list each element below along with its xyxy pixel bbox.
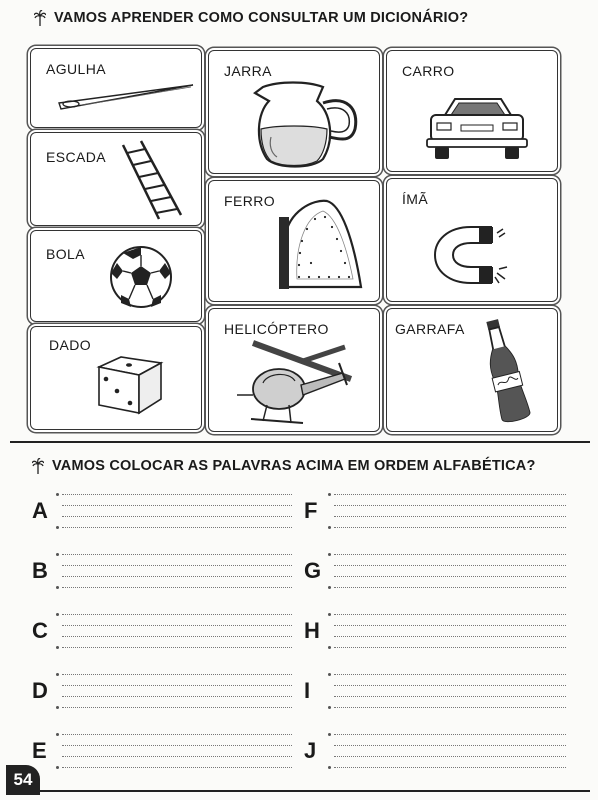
line-marker — [56, 706, 59, 709]
line-marker — [56, 613, 59, 616]
writing-line[interactable] — [334, 505, 566, 506]
card-jarra — [208, 50, 380, 174]
writing-line[interactable] — [334, 745, 566, 746]
letter-e: E — [32, 738, 47, 763]
line-marker — [328, 673, 331, 676]
letter-i: I — [304, 678, 311, 703]
writing-line[interactable] — [62, 734, 292, 735]
writing-line[interactable] — [62, 576, 292, 577]
letter-h: H — [304, 618, 320, 643]
writing-line[interactable] — [334, 734, 566, 735]
line-marker — [56, 553, 59, 556]
writing-line[interactable] — [62, 625, 292, 626]
iron-icon — [275, 197, 367, 293]
word-bola: BOLA — [46, 246, 85, 262]
writing-line[interactable] — [62, 696, 292, 697]
line-marker — [56, 493, 59, 496]
writing-line[interactable] — [62, 614, 292, 615]
helicopter-icon — [233, 339, 365, 431]
bottle-icon — [479, 317, 531, 427]
writing-line[interactable] — [334, 636, 566, 637]
line-marker — [328, 706, 331, 709]
bottom-line — [40, 790, 590, 792]
magnet-icon — [433, 219, 529, 289]
letter-c: C — [32, 618, 48, 643]
line-marker — [328, 586, 331, 589]
writing-line[interactable] — [62, 647, 292, 648]
card-bola — [30, 230, 202, 322]
writing-line[interactable] — [334, 696, 566, 697]
writing-line[interactable] — [62, 587, 292, 588]
line-marker — [328, 493, 331, 496]
writing-line[interactable] — [334, 647, 566, 648]
car-icon — [425, 91, 529, 163]
writing-line[interactable] — [62, 674, 292, 675]
word-jarra: JARRA — [224, 63, 272, 79]
card-ima — [386, 178, 558, 302]
writing-line[interactable] — [334, 587, 566, 588]
letter-g: G — [304, 558, 322, 583]
writing-line[interactable] — [334, 674, 566, 675]
writing-line[interactable] — [62, 756, 292, 757]
writing-line[interactable] — [62, 516, 292, 517]
writing-line[interactable] — [334, 685, 566, 686]
writing-line[interactable] — [334, 756, 566, 757]
word-ferro: FERRO — [224, 193, 275, 209]
needle-icon — [51, 81, 196, 113]
writing-line[interactable] — [62, 565, 292, 566]
writing-line[interactable] — [62, 685, 292, 686]
pitcher-icon — [251, 79, 361, 171]
section-divider — [10, 441, 590, 443]
card-carro — [386, 50, 558, 172]
letter-d: D — [32, 678, 48, 703]
writing-line[interactable] — [62, 505, 292, 506]
letter-f: F — [304, 498, 318, 523]
letter-j: J — [304, 738, 317, 763]
card-agulha — [30, 48, 202, 128]
writing-line[interactable] — [334, 576, 566, 577]
palm-icon — [32, 458, 44, 474]
letter-b: B — [32, 558, 48, 583]
section-2-heading — [32, 458, 536, 474]
line-marker — [56, 733, 59, 736]
writing-line[interactable] — [334, 516, 566, 517]
writing-line[interactable] — [334, 565, 566, 566]
writing-line[interactable] — [334, 494, 566, 495]
word-carro: CARRO — [402, 63, 455, 79]
writing-line[interactable] — [62, 767, 292, 768]
word-helicoptero: HELICÓPTERO — [224, 321, 329, 337]
soccer-ball-icon — [109, 245, 173, 309]
line-marker — [56, 646, 59, 649]
writing-line[interactable] — [334, 707, 566, 708]
section-2-title: VAMOS COLOCAR AS PALAVRAS ACIMA EM ORDEM ALFABÉTICA? — [52, 458, 536, 474]
word-dado: DADO — [49, 337, 92, 353]
line-marker — [328, 613, 331, 616]
line-marker — [56, 586, 59, 589]
word-agulha: AGULHA — [46, 61, 106, 77]
writing-line[interactable] — [334, 625, 566, 626]
card-ferro — [208, 180, 380, 302]
card-escada — [30, 132, 202, 226]
card-garrafa — [386, 308, 558, 432]
letter-a: A — [32, 498, 48, 523]
section-1-title: VAMOS APRENDER COMO CONSULTAR UM DICIONÁRIO? — [54, 10, 469, 26]
line-marker — [328, 766, 331, 769]
writing-line[interactable] — [62, 527, 292, 528]
line-marker — [56, 673, 59, 676]
word-escada: ESCADA — [46, 149, 106, 165]
writing-line[interactable] — [334, 554, 566, 555]
writing-line[interactable] — [62, 554, 292, 555]
writing-line[interactable] — [334, 527, 566, 528]
palm-icon — [34, 10, 46, 26]
page-number: 54 — [6, 765, 40, 795]
ladder-icon — [119, 139, 191, 223]
card-helicoptero — [208, 308, 380, 432]
writing-line[interactable] — [62, 745, 292, 746]
line-marker — [328, 646, 331, 649]
section-1-heading — [34, 10, 468, 26]
line-marker — [328, 526, 331, 529]
line-marker — [56, 526, 59, 529]
line-marker — [328, 553, 331, 556]
writing-line[interactable] — [62, 494, 292, 495]
word-ima: ÍMÃ — [402, 191, 429, 207]
writing-line[interactable] — [62, 707, 292, 708]
card-dado — [30, 326, 202, 430]
line-marker — [56, 766, 59, 769]
dice-icon — [93, 351, 165, 417]
word-garrafa: GARRAFA — [395, 321, 465, 337]
writing-line[interactable] — [62, 636, 292, 637]
line-marker — [328, 733, 331, 736]
writing-line[interactable] — [334, 614, 566, 615]
writing-line[interactable] — [334, 767, 566, 768]
